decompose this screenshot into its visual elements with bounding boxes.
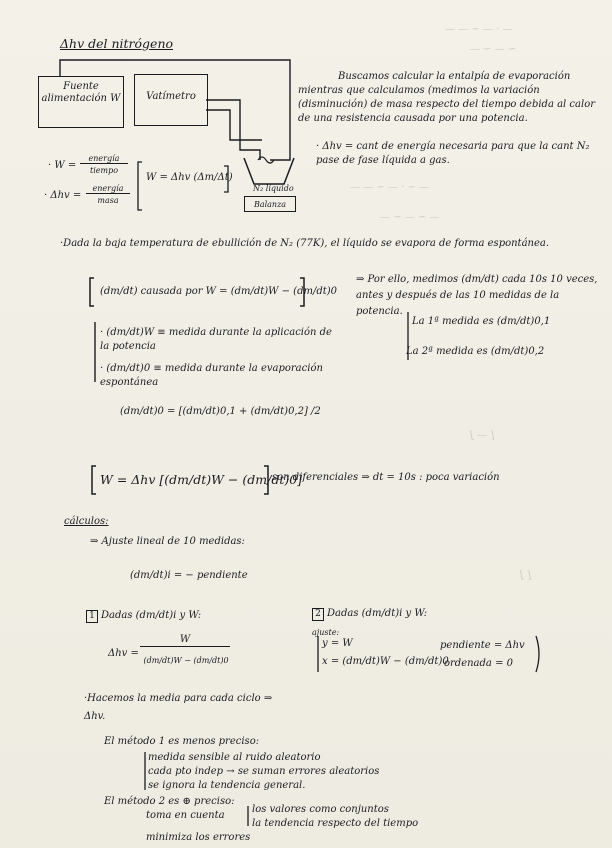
- w-equation: W = Δhv [(dm/dt)W − (dm/dt)0]: [100, 472, 303, 487]
- method-2-fit-label: ajuste:: [312, 628, 340, 637]
- method-1-reason-2: cada pto indep → se suman errores aleatorios: [148, 766, 380, 777]
- method-2-reason-4: minimiza los errores: [146, 832, 251, 843]
- method-2-slope: pendiente = Δhv: [440, 640, 525, 651]
- fit-title: ⇒ Ajuste lineal de 10 medidas:: [90, 536, 245, 547]
- method-2-heading-text: Dadas (dm/dt)i y W:: [327, 608, 428, 619]
- method-2-number: 2: [312, 608, 324, 621]
- method-2-reason-1: toma en cuenta: [146, 810, 225, 821]
- method-1-heading-text: Dadas (dm/dt)i y W:: [101, 610, 202, 621]
- average-note: ·Hacemos la media para cada ciclo ⇒ Δhv.: [84, 693, 273, 722]
- average-equation: (dm/dt)0 = [(dm/dt)0,1 + (dm/dt)0,2] /2: [120, 406, 321, 417]
- fit-equation: (dm/dt)i = − pendiente: [130, 570, 248, 581]
- method-1-conclusion: El método 1 es menos preciso:: [104, 736, 260, 747]
- h-def-den: masa: [97, 196, 119, 205]
- method-1-heading: [86, 610, 201, 623]
- bleed-through-text: ~ — ~ —: [470, 44, 517, 55]
- item-w-definition: · (dm/dt)W ≡ medida durante la aplicación de la potencia: [100, 327, 332, 352]
- h-def-lhs: · Δhv =: [44, 190, 82, 201]
- method-2-x: x = (dm/dt)W − (dm/dt)0: [322, 656, 449, 667]
- method-2-y: y = W: [322, 638, 353, 649]
- w-def-den: tiempo: [89, 166, 119, 175]
- measure-2: La 2ª medida es (dm/dt)0,2: [406, 346, 545, 357]
- item-0-definition: · (dm/dt)0 ≡ medida durante la evaporación espontánea: [100, 363, 323, 388]
- liquid-nitrogen-label: N₂ líquido: [253, 184, 294, 193]
- main-equation: (dm/dt) causada por W = (dm/dt)W − (dm/dt)0: [100, 286, 338, 297]
- measure-note: ⇒ Por ello, medimos (dm/dt) cada 10s 10 veces, antes y después de las 10 medidas de la potencia.: [356, 274, 598, 317]
- bleed-through-text: [ ]: [520, 570, 531, 581]
- w-equation-note: son diferenciales ⇒ dt = 10s : poca variación: [272, 472, 500, 483]
- measure-1: La 1ª medida es (dm/dt)0,1: [412, 316, 551, 327]
- intro-paragraph: Buscamos calcular la entalpía de evaporación mientras que calculamos (medimos la variación (disminución) de masa respecto del tiempo debida al calor de una resistencia causada por una potencia.: [298, 71, 595, 124]
- balance-label: Balanza: [253, 200, 287, 209]
- method-2-intercept: ordenada = 0: [444, 658, 513, 669]
- method-1-number: 1: [86, 610, 98, 623]
- method-1-reason-3: se ignora la tendencia general.: [148, 780, 306, 791]
- power-source-label: Fuente alimentación W: [41, 81, 121, 104]
- bleed-through-text: — · — ~ — —: [445, 24, 513, 35]
- method-2-reason-2: los valores como conjuntos: [252, 804, 389, 815]
- boiling-text: ·Dada la baja temperatura de ebullición de N₂ (77K), el líquido se evapora de forma espontánea.: [60, 238, 550, 249]
- voltmeter-label: Vatímetro: [146, 91, 196, 102]
- w-def-num: energía: [80, 154, 128, 164]
- method-2-reason-3: la tendencia respecto del tiempo: [252, 818, 419, 829]
- balance-box: [244, 196, 296, 212]
- bleed-through-text: — ~ — ~ —: [380, 212, 440, 223]
- h-def-num: energía: [86, 184, 130, 194]
- bleed-through-text: [ — ]: [470, 430, 495, 441]
- bleed-through-text: — ~ · — ~ — —: [350, 182, 430, 193]
- method-2-heading: [312, 608, 427, 621]
- method-2-conclusion: El método 2 es ⊕ preciso:: [104, 796, 235, 807]
- method-1-lhs: Δhv =: [108, 648, 139, 659]
- w-def-lhs: · W =: [48, 160, 77, 171]
- method-1-den: (dm/dt)W − (dm/dt)0: [143, 656, 229, 665]
- calculations-title: cálculos:: [64, 516, 109, 527]
- combined-eq: W = Δhv (Δm/Δt): [146, 172, 233, 183]
- method-1-reason-1: medida sensible al ruido aleatorio: [148, 752, 321, 763]
- method-1-num: W: [140, 634, 230, 647]
- definition-text: · Δhv = cant de energía necesaria para que la cant N₂ pase de fase líquida a gas.: [316, 141, 590, 166]
- page-title: Δhv del nitrógeno: [60, 36, 174, 51]
